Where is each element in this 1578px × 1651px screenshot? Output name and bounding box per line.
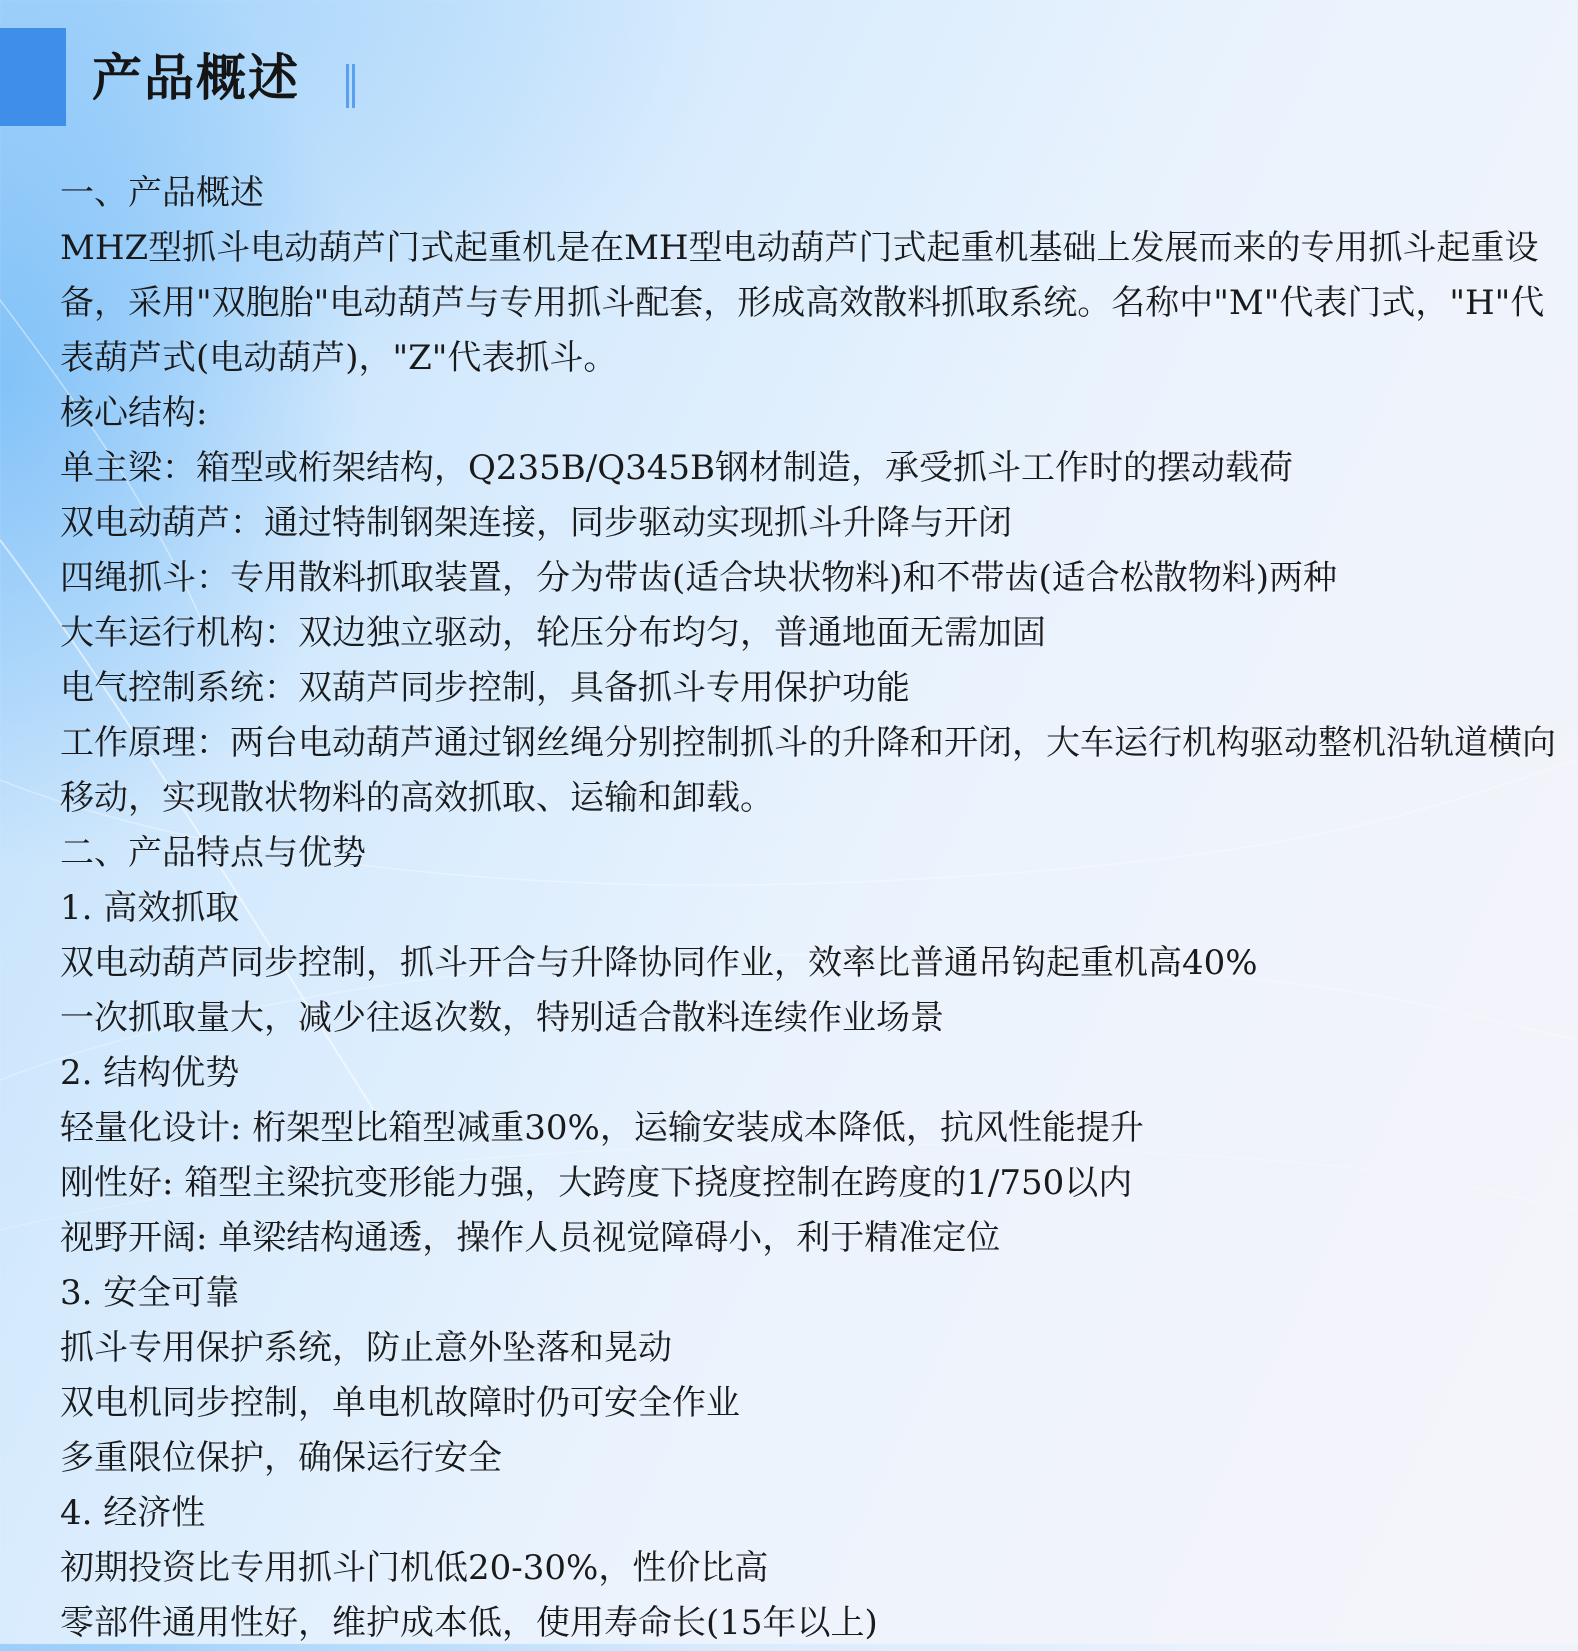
feature-item: 多重限位保护，确保运行安全	[60, 1438, 502, 1478]
feature-item: 轻量化设计: 桁架型比箱型减重30%，运输安装成本降低，抗风性能提升	[60, 1108, 1144, 1148]
section-heading: 二、产品特点与优势	[60, 833, 366, 873]
feature-heading: 1. 高效抓取	[60, 888, 240, 928]
feature-item: 零部件通用性好，维护成本低，使用寿命长(15年以上)	[60, 1603, 878, 1643]
structure-item: 电气控制系统：双葫芦同步控制，具备抓斗专用保护功能	[60, 668, 910, 708]
structure-item: 四绳抓斗：专用散料抓取装置，分为带齿(适合块状物料)和不带齿(适合松散物料)两种	[60, 558, 1338, 598]
feature-heading: 4. 经济性	[60, 1493, 206, 1533]
structure-item: 双电动葫芦：通过特制钢架连接，同步驱动实现抓斗升降与开闭	[60, 503, 1012, 543]
feature-item: 初期投资比专用抓斗门机低20-30%，性价比高	[60, 1548, 769, 1588]
feature-item: 双电动葫芦同步控制，抓斗开合与升降协同作业，效率比普通吊钩起重机高40%	[60, 943, 1258, 983]
feature-item: 双电机同步控制，单电机故障时仍可安全作业	[60, 1383, 740, 1423]
structure-item: 单主梁：箱型或桁架结构，Q235B/Q345B钢材制造，承受抓斗工作时的摆动载荷	[60, 448, 1293, 488]
section-header	[0, 28, 1578, 126]
section-heading: 一、产品概述	[60, 173, 264, 213]
intro-paragraph: MHZ型抓斗电动葫芦门式起重机是在MH型电动葫芦门式起重机基础上发展而来的专用抓斗起重设备，采用"双胞胎"电动葫芦与专用抓斗配套，形成高效散料抓取系统。名称中"M"代表门式，"H"代表葫芦式(电动葫芦)，"Z"代表抓斗。	[60, 228, 1545, 378]
document-body	[60, 166, 1560, 1651]
header-accent-bar	[0, 28, 66, 126]
header-divider-icon	[346, 64, 356, 108]
feature-heading: 3. 安全可靠	[60, 1273, 240, 1313]
working-principle-paragraph: 工作原理：两台电动葫芦通过钢丝绳分别控制抓斗的升降和开闭，大车运行机构驱动整机沿轨道横向移动，实现散状物料的高效抓取、运输和卸载。	[60, 723, 1556, 818]
feature-item: 刚性好: 箱型主梁抗变形能力强，大跨度下挠度控制在跨度的1/750以内	[60, 1163, 1133, 1203]
feature-heading: 2. 结构优势	[60, 1053, 240, 1093]
feature-item: 一次抓取量大，减少往返次数，特别适合散料连续作业场景	[60, 998, 944, 1038]
page-title: 产品概述	[92, 49, 300, 107]
feature-item: 视野开阔: 单梁结构通透，操作人员视觉障碍小，利于精准定位	[60, 1218, 1001, 1258]
structure-item: 大车运行机构：双边独立驱动，轮压分布均匀，普通地面无需加固	[60, 613, 1046, 653]
feature-item: 抓斗专用保护系统，防止意外坠落和晃动	[60, 1328, 672, 1368]
subsection-label: 核心结构:	[60, 393, 208, 433]
